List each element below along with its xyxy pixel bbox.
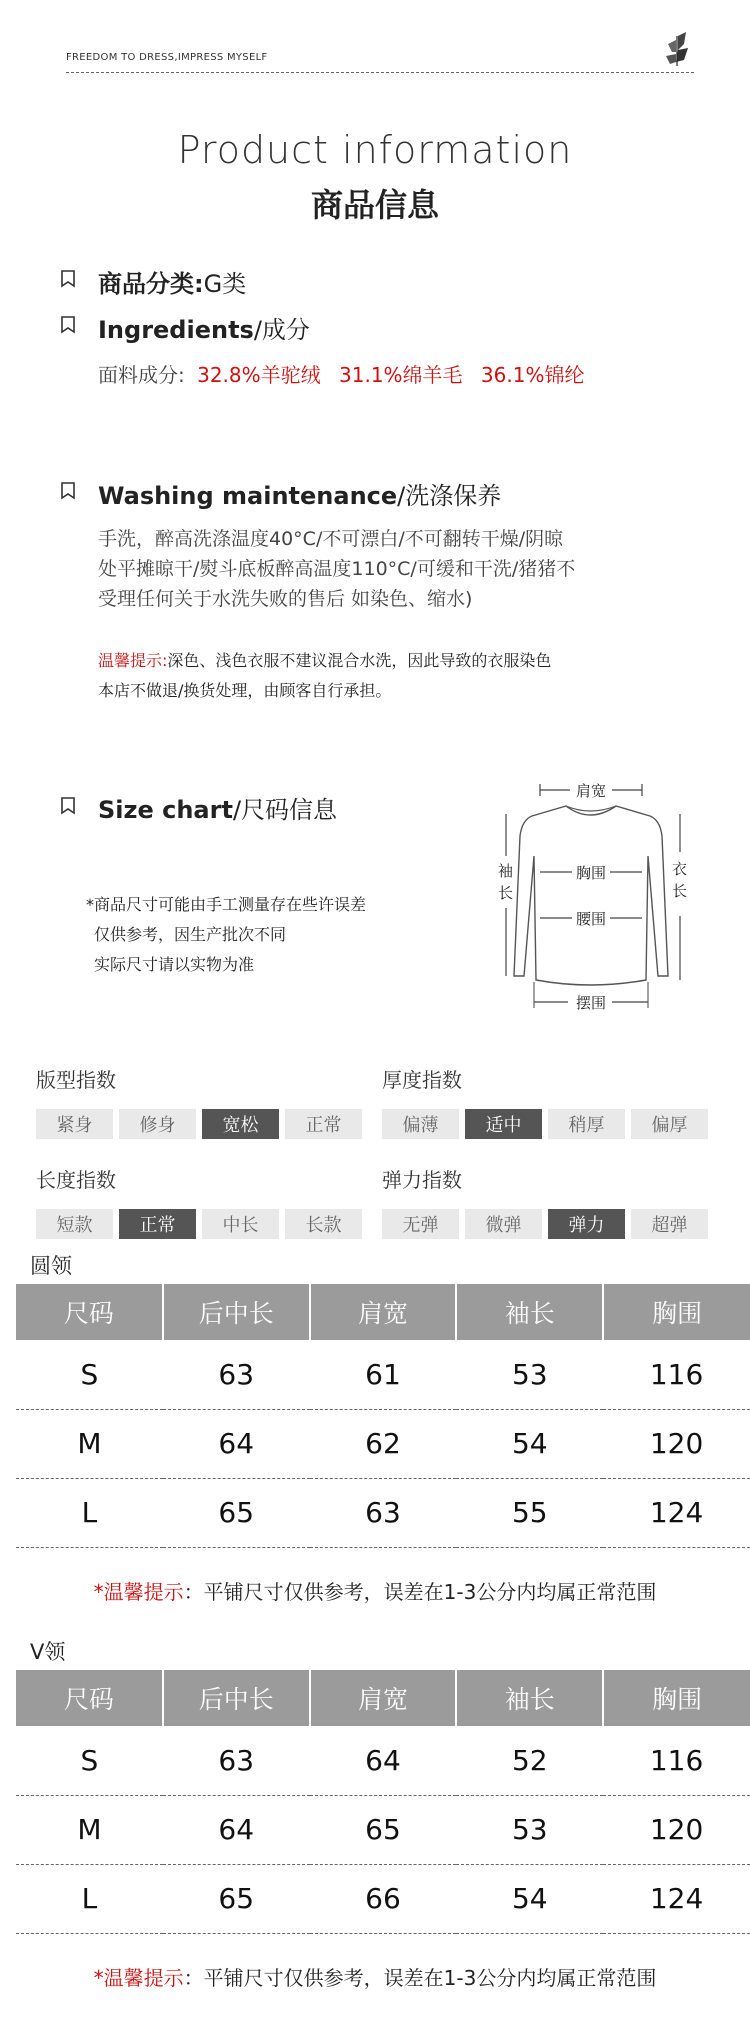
length-option-short: 短款 bbox=[36, 1209, 113, 1239]
diagram-chest: 胸围 bbox=[576, 864, 607, 882]
washing-line-2: 处平摊晾干/熨斗底板醉高温度110°C/可缓和干洗/猪猪不 bbox=[98, 558, 576, 580]
table-tip-text: ：平铺尺寸仅供参考，误差在1-3公分内均属正常范围 bbox=[183, 1966, 657, 1990]
fabric-label: 面料成分: bbox=[98, 363, 185, 387]
washing-line-3: 受理任何关于水洗失败的售后 如染色、缩水) bbox=[98, 588, 473, 610]
washing-instructions bbox=[98, 524, 718, 614]
fabric-component-3: 36.1%锦纶 bbox=[480, 363, 585, 387]
washing-tip-label: 温馨提示: bbox=[98, 651, 168, 670]
fit-option-loose: 宽松 bbox=[202, 1109, 279, 1139]
elasticity-option-none: 无弹 bbox=[382, 1209, 459, 1239]
thickness-option-thicker: 稍厚 bbox=[548, 1109, 625, 1139]
bookmark-icon bbox=[60, 270, 76, 288]
table-tip-label: *温馨提示 bbox=[93, 1966, 184, 1990]
category-label: 商品分类: bbox=[98, 270, 204, 298]
header-size: 尺码 bbox=[16, 1670, 163, 1726]
length-option-mid: 中长 bbox=[202, 1209, 279, 1239]
table-row bbox=[16, 1340, 750, 1409]
cell-chest: 116 bbox=[603, 1726, 750, 1795]
cell-chest: 120 bbox=[603, 1409, 750, 1478]
header-shoulder: 肩宽 bbox=[310, 1670, 457, 1726]
cell-shoulder: 62 bbox=[310, 1409, 457, 1478]
category-value: G类 bbox=[203, 270, 247, 298]
title-chinese: 商品信息 bbox=[310, 186, 439, 224]
table-row bbox=[16, 1409, 750, 1478]
length-index-label: 长度指数 bbox=[36, 1168, 116, 1192]
fit-index bbox=[36, 1064, 362, 1139]
slogan: FREEDOM TO DRESS,IMPRESS MYSELF bbox=[66, 52, 268, 63]
size-note-1: *商品尺寸可能由手工测量存在些许误差 bbox=[86, 895, 367, 914]
butterfly-icon bbox=[660, 30, 694, 70]
washing-tip bbox=[98, 646, 551, 706]
category-line bbox=[98, 264, 246, 299]
ingredients-title-cn: /成分 bbox=[253, 316, 310, 344]
cell-sleeve: 54 bbox=[456, 1864, 603, 1933]
cell-chest: 116 bbox=[603, 1340, 750, 1409]
cell-size: S bbox=[16, 1726, 163, 1795]
cell-back-length: 63 bbox=[163, 1726, 310, 1795]
garment-measurement-diagram bbox=[500, 776, 690, 1026]
bookmark-icon bbox=[60, 482, 76, 500]
fit-option-regular: 正常 bbox=[285, 1109, 362, 1139]
header-shoulder: 肩宽 bbox=[310, 1284, 457, 1340]
cell-sleeve: 55 bbox=[456, 1478, 603, 1547]
table-tip-v-neck bbox=[0, 1962, 750, 1991]
cell-chest: 124 bbox=[603, 1478, 750, 1547]
table-tip-text: ：平铺尺寸仅供参考，误差在1-3公分内均属正常范围 bbox=[183, 1580, 657, 1604]
table-label-v-neck: V领 bbox=[30, 1640, 66, 1664]
table-row bbox=[16, 1478, 750, 1547]
header-sleeve: 袖长 bbox=[456, 1670, 603, 1726]
elasticity-option-slight: 微弹 bbox=[465, 1209, 542, 1239]
size-chart-title-cn: /尺码信息 bbox=[232, 796, 338, 824]
table-row bbox=[16, 1795, 750, 1864]
washing-line-1: 手洗，醉高洗涤温度40°C/不可漂白/不可翻转干燥/阴晾 bbox=[98, 528, 564, 550]
cell-sleeve: 52 bbox=[456, 1726, 603, 1795]
table-tip-label: *温馨提示 bbox=[93, 1580, 184, 1604]
diagram-hem: 摆围 bbox=[576, 994, 607, 1012]
cell-back-length: 64 bbox=[163, 1409, 310, 1478]
thickness-index bbox=[382, 1064, 708, 1139]
length-option-long: 长款 bbox=[285, 1209, 362, 1239]
diagram-waist: 腰围 bbox=[576, 910, 607, 928]
header-size: 尺码 bbox=[16, 1284, 163, 1340]
washing-title-en: Washing maintenance bbox=[98, 482, 398, 510]
cell-size: M bbox=[16, 1409, 163, 1478]
diagram-sleeve: 袖长 bbox=[498, 862, 514, 902]
cell-back-length: 65 bbox=[163, 1478, 310, 1547]
cell-size: M bbox=[16, 1795, 163, 1864]
header-chest: 胸围 bbox=[603, 1670, 750, 1726]
cell-shoulder: 64 bbox=[310, 1726, 457, 1795]
cell-size: L bbox=[16, 1864, 163, 1933]
fabric-composition bbox=[98, 360, 584, 390]
table-row bbox=[16, 1726, 750, 1795]
length-index bbox=[36, 1164, 362, 1239]
size-note-3: 实际尺寸请以实物为准 bbox=[94, 955, 255, 974]
elasticity-option-super: 超弹 bbox=[631, 1209, 708, 1239]
elasticity-index bbox=[382, 1164, 708, 1239]
cell-sleeve: 53 bbox=[456, 1340, 603, 1409]
cell-size: L bbox=[16, 1478, 163, 1547]
washing-title bbox=[98, 476, 501, 511]
cell-back-length: 64 bbox=[163, 1795, 310, 1864]
table-tip-round-neck bbox=[0, 1576, 750, 1605]
cell-sleeve: 53 bbox=[456, 1795, 603, 1864]
title-english: Product information bbox=[177, 128, 573, 172]
size-chart-title bbox=[98, 790, 337, 825]
washing-title-cn: /洗涤保养 bbox=[397, 482, 502, 510]
thickness-option-medium: 适中 bbox=[465, 1109, 542, 1139]
cell-chest: 124 bbox=[603, 1864, 750, 1933]
length-option-regular: 正常 bbox=[119, 1209, 196, 1239]
cell-shoulder: 63 bbox=[310, 1478, 457, 1547]
cell-shoulder: 61 bbox=[310, 1340, 457, 1409]
fabric-component-1: 32.8%羊驼绒 bbox=[197, 363, 321, 387]
ingredients-title bbox=[98, 310, 310, 345]
size-notes bbox=[86, 890, 366, 980]
diagram-length: 衣长 bbox=[672, 860, 688, 900]
washing-tip-line-1: 深色、浅色衣服不建议混合水洗，因此导致的衣服染色 bbox=[167, 651, 552, 670]
washing-tip-line-2: 本店不做退/换货处理，由顾客自行承担。 bbox=[98, 681, 392, 700]
table-row bbox=[16, 1864, 750, 1933]
ingredients-title-en: Ingredients bbox=[98, 316, 254, 344]
header-chest: 胸围 bbox=[603, 1284, 750, 1340]
fabric-component-2: 31.1%绵羊毛 bbox=[339, 363, 463, 387]
thickness-option-thick: 偏厚 bbox=[631, 1109, 708, 1139]
elasticity-index-label: 弹力指数 bbox=[382, 1168, 462, 1192]
size-table-v-neck bbox=[16, 1670, 750, 1934]
header-divider bbox=[66, 72, 694, 73]
size-chart-title-en: Size chart bbox=[98, 796, 233, 824]
cell-back-length: 65 bbox=[163, 1864, 310, 1933]
table-label-round-neck: 圆领 bbox=[30, 1254, 72, 1278]
diagram-shoulder: 肩宽 bbox=[576, 782, 607, 800]
size-table-round-neck bbox=[16, 1284, 750, 1548]
fit-option-tight: 紧身 bbox=[36, 1109, 113, 1139]
thickness-option-thin: 偏薄 bbox=[382, 1109, 459, 1139]
cell-size: S bbox=[16, 1340, 163, 1409]
header-back-length: 后中长 bbox=[163, 1670, 310, 1726]
cell-sleeve: 54 bbox=[456, 1409, 603, 1478]
fit-option-slim: 修身 bbox=[119, 1109, 196, 1139]
cell-shoulder: 66 bbox=[310, 1864, 457, 1933]
cell-shoulder: 65 bbox=[310, 1795, 457, 1864]
bookmark-icon bbox=[60, 797, 76, 815]
size-note-2: 仅供参考，因生产批次不同 bbox=[94, 925, 287, 944]
thickness-index-label: 厚度指数 bbox=[382, 1068, 462, 1092]
fit-index-label: 版型指数 bbox=[36, 1068, 116, 1092]
elasticity-option-elastic: 弹力 bbox=[548, 1209, 625, 1239]
bookmark-icon bbox=[60, 316, 76, 334]
cell-chest: 120 bbox=[603, 1795, 750, 1864]
header-sleeve: 袖长 bbox=[456, 1284, 603, 1340]
header-back-length: 后中长 bbox=[163, 1284, 310, 1340]
cell-back-length: 63 bbox=[163, 1340, 310, 1409]
